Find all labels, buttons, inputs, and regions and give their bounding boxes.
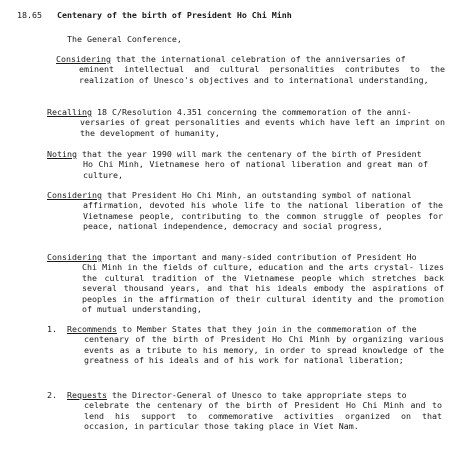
preamble-4-first-text: that President Ho Chi Minh, an outstanding symbol of national [101,190,412,200]
preamble-3-keyword: Noting [47,149,77,159]
preamble-3-body: Ho Chi Minh, Vietnamese hero of national liberation and great man of culture, [83,159,428,180]
preamble-1-keyword: Considering [56,54,111,64]
resolution-title: Centenary of the birth of President Ho Chi Minh [57,10,292,20]
preamble-3-first-line [47,149,428,159]
preamble-3-first-text: that the year 1990 will mark the centenary of the birth of President [76,149,422,159]
resolution-number: 18.65 [17,10,42,20]
operative-1-first-text: to Member States that they join in the commemoration of the [116,324,417,334]
operative-paragraph-2 [47,390,442,432]
preamble-paragraph-2 [47,107,445,138]
preamble-5-body: Chi Minh in the fields of culture, education and the arts crystal- lizes the cultural tradition of the Vietnamese people which stretches back several thousand years, and that his ideals embody the aspirations of peoples in the affirmation of their cultural identity and the promotion of mutual understanding, [82,262,444,315]
operative-2-body: celebrate the centenary of the birth of President Ho Chi Minh and to lend his support to commemorative activities organized on that occasion, in particular those taking place in Viet Nam. [84,400,442,432]
preamble-paragraph-3 [47,149,428,180]
preamble-2-first-line [47,107,445,117]
preamble-4-first-line [47,190,443,200]
preamble-2-first-text: 18 C/Resolution 4.351 concerning the commemoration of the anni- [91,107,412,117]
operative-1-first-line [47,324,444,334]
operative-2-first-text: the Director-General of Unesco to take appropriate steps to [106,390,407,400]
operative-paragraph-1 [47,324,444,366]
operative-1-number: 1. [47,324,57,334]
operative-1-body: centenary of the birth of President Ho Chi Minh by organizing various events as a tribute to his memory, in order to spread knowledge of the greatness of his ideals and of his work for national liberation; [84,334,444,366]
preamble-4-body: affirmation, devoted his whole life to the national liberation of the Vietnamese people, contributing to the common struggle of peoples for peace, national independence, democracy and social progress, [83,200,443,232]
resolution-intro: The General Conference, [67,34,182,44]
preamble-paragraph-4 [47,190,443,232]
preamble-paragraph-5 [47,252,444,314]
preamble-5-keyword: Considering [47,252,102,262]
operative-1-keyword: Recommends [67,324,117,334]
preamble-paragraph-1 [56,54,445,85]
operative-2-first-line [47,390,442,400]
preamble-4-keyword: Considering [47,190,102,200]
preamble-5-first-text: that the important and many-sided contribution of President Ho [101,252,417,262]
preamble-1-first-text: that the international celebration of the anniversaries of [110,54,406,64]
preamble-2-body: versaries of great personalities and events which have left an imprint on the development of humanity, [80,117,445,138]
operative-2-keyword: Requests [67,390,107,400]
operative-2-number: 2. [47,390,57,400]
preamble-5-first-line [47,252,444,262]
preamble-1-body: eminent intellectual and cultural personalities contributes to the realization of Unesco's objectives and to international understanding, [79,64,445,85]
preamble-1-first-line [56,54,445,64]
preamble-2-keyword: Recalling [47,107,92,117]
